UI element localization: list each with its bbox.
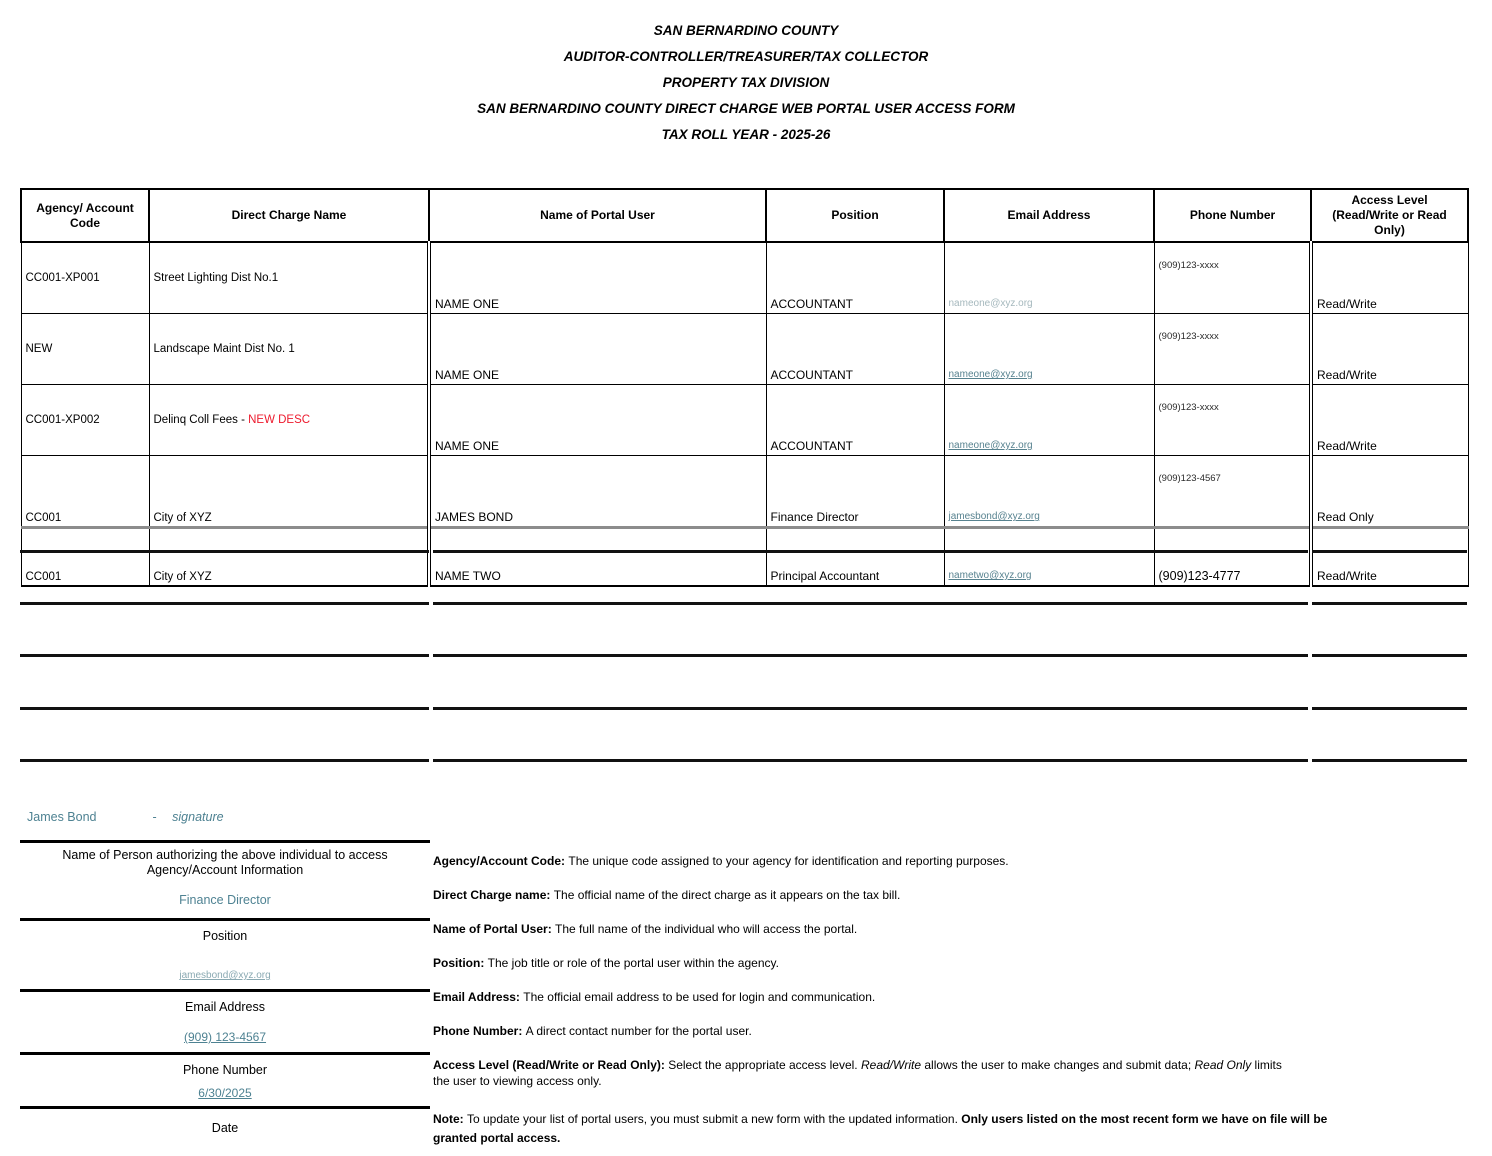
title-county: SAN BERNARDINO COUNTY: [653, 23, 839, 38]
email-cell: [944, 314, 1154, 385]
email-link[interactable]: nametwo@xyz.org: [948, 570, 1032, 581]
blank-row-line: [20, 759, 1467, 762]
note-text: Note: To update your list of portal users, you must submit a new form with the updated information. Only users listed on the most recent form we have on file will be granted portal access.: [433, 1112, 1328, 1145]
title-form-name: SAN BERNARDINO COUNTY DIRECT CHARGE WEB PORTAL USER ACCESS FORM: [477, 101, 1015, 116]
email-link[interactable]: nameone@xyz.org: [948, 369, 1033, 380]
date-line: [20, 1106, 430, 1109]
phone-cell: (909)123-xxxx: [1154, 242, 1311, 314]
table-row: [21, 528, 1468, 587]
title-division: PROPERTY TAX DIVISION: [662, 75, 830, 90]
definition-text: The job title or role of the portal user within the agency.: [487, 956, 779, 970]
portal-user-cell: JAMES BOND: [429, 456, 766, 528]
definition-item: [433, 955, 1301, 971]
definition-text: The unique code assigned to your agency for identification and reporting purposes.: [568, 854, 1009, 868]
title-tax-roll-year: TAX ROLL YEAR - 2025-26: [661, 127, 831, 142]
definition-term: Position:: [433, 956, 488, 970]
phone-cell: (909)123-4777: [1154, 528, 1311, 587]
position-cell: ACCOUNTANT: [766, 385, 944, 456]
phone-line: [20, 1052, 430, 1055]
position-cell: Principal Accountant: [766, 528, 944, 587]
definition-text: Select the appropriate access level. Read/Write allows the user to make changes and submit data; Read Only limits the user to viewing access only.: [433, 1058, 1282, 1088]
col-header-agency-code: Agency/ Account Code: [21, 189, 149, 242]
email-line: [20, 989, 430, 992]
field-definitions: [433, 853, 1301, 1107]
definition-text: The official email address to be used for login and communication.: [523, 990, 876, 1004]
portal-user-cell: NAME ONE: [429, 385, 766, 456]
definition-term: Direct Charge name:: [433, 888, 554, 902]
table-row: [21, 456, 1468, 528]
blank-row-line: [20, 550, 1467, 553]
note-term: Note:: [433, 1112, 467, 1126]
direct-charge-cell: City of XYZ: [149, 528, 429, 587]
col-header-phone: Phone Number: [1154, 189, 1311, 242]
agency-code-cell: CC001: [21, 528, 149, 587]
phone-cell: (909)123-4567: [1154, 456, 1311, 528]
email-link[interactable]: nameone@xyz.org: [948, 440, 1033, 451]
authorizer-email-link[interactable]: jamesbond@xyz.org: [179, 970, 271, 981]
col-header-email: Email Address: [944, 189, 1154, 242]
email-link[interactable]: jamesbond@xyz.org: [948, 511, 1040, 522]
email-link[interactable]: nameone@xyz.org: [948, 298, 1033, 309]
authorization-date-link[interactable]: 6/30/2025: [198, 1086, 252, 1100]
authorizer-name: James Bond: [27, 810, 97, 824]
phone-label: Phone Number: [182, 1063, 268, 1077]
email-cell: [944, 385, 1154, 456]
direct-charge-cell: Delinq Coll Fees - NEW DESC: [149, 385, 429, 456]
col-header-direct-charge: Direct Charge Name: [149, 189, 429, 242]
direct-charge-cell: Landscape Maint Dist No. 1: [149, 314, 429, 385]
definition-item: [433, 887, 1301, 903]
definition-term: Agency/Account Code:: [433, 854, 569, 868]
phone-cell: (909)123-xxxx: [1154, 314, 1311, 385]
document-title-block: [0, 24, 1492, 154]
definition-term: Access Level (Read/Write or Read Only):: [433, 1058, 669, 1072]
col-header-position: Position: [766, 189, 944, 242]
access-level-cell: Read/Write: [1311, 385, 1468, 456]
email-cell: [944, 456, 1154, 528]
authorizer-phone-link[interactable]: (909) 123-4567: [183, 1030, 267, 1044]
position-line: [20, 918, 430, 921]
position-cell: Finance Director: [766, 456, 944, 528]
access-level-cell: Read/Write: [1311, 242, 1468, 314]
access-level-cell: Read Only: [1311, 456, 1468, 528]
agency-code-cell: CC001-XP002: [21, 385, 149, 456]
table-row: [21, 385, 1468, 456]
user-access-table: [20, 188, 1469, 587]
email-cell: [944, 242, 1154, 314]
definition-term: Email Address:: [433, 990, 524, 1004]
table-row: [21, 242, 1468, 314]
definition-item: [433, 989, 1301, 1005]
new-desc-flag: NEW DESC: [248, 413, 311, 426]
definition-item: [433, 1057, 1301, 1089]
definition-item: [433, 1023, 1301, 1039]
definition-text: A direct contact number for the portal user.: [525, 1024, 752, 1038]
access-level-cell: Read/Write: [1311, 528, 1468, 587]
authorization-block: [20, 810, 430, 1135]
definition-term: Name of Portal User:: [433, 922, 556, 936]
signature-row: [20, 810, 430, 832]
signature-line: [20, 840, 430, 843]
direct-charge-cell: Street Lighting Dist No.1: [149, 242, 429, 314]
definition-item: [433, 853, 1301, 869]
agency-code-cell: CC001-XP001: [21, 242, 149, 314]
col-header-portal-user: Name of Portal User: [429, 189, 766, 242]
portal-user-cell: NAME ONE: [429, 242, 766, 314]
email-cell: [944, 528, 1154, 587]
authorizer-caption: Name of Person authorizing the above individual to access Agency/Account Information: [62, 848, 388, 877]
email-label: Email Address: [185, 1000, 265, 1014]
direct-charge-cell: City of XYZ: [149, 456, 429, 528]
signature-dash: -: [152, 810, 157, 824]
blank-row-line: [20, 602, 1467, 605]
col-header-access-level: Access Level (Read/Write or Read Only): [1311, 189, 1468, 242]
signature-label: signature: [172, 810, 224, 824]
blank-row-line: [20, 654, 1467, 657]
agency-code-cell: CC001: [21, 456, 149, 528]
table-header-row: [21, 189, 1468, 242]
portal-user-cell: NAME TWO: [429, 528, 766, 587]
table-row: [21, 314, 1468, 385]
definition-text: The full name of the individual who will access the portal.: [555, 922, 858, 936]
blank-row-line: [20, 707, 1467, 710]
agency-code-cell: NEW: [21, 314, 149, 385]
definition-item: [433, 921, 1301, 937]
position-cell: ACCOUNTANT: [766, 314, 944, 385]
position-cell: ACCOUNTANT: [766, 242, 944, 314]
access-level-cell: Read/Write: [1311, 314, 1468, 385]
authorizer-position-value: Finance Director: [179, 893, 271, 907]
definition-term: Phone Number:: [433, 1024, 526, 1038]
position-label: Position: [202, 929, 248, 943]
title-department: AUDITOR-CONTROLLER/TREASURER/TAX COLLECTOR: [563, 49, 929, 64]
phone-cell: (909)123-xxxx: [1154, 385, 1311, 456]
portal-user-cell: NAME ONE: [429, 314, 766, 385]
date-label: Date: [211, 1121, 239, 1135]
definition-text: The official name of the direct charge as it appears on the tax bill.: [553, 888, 901, 902]
